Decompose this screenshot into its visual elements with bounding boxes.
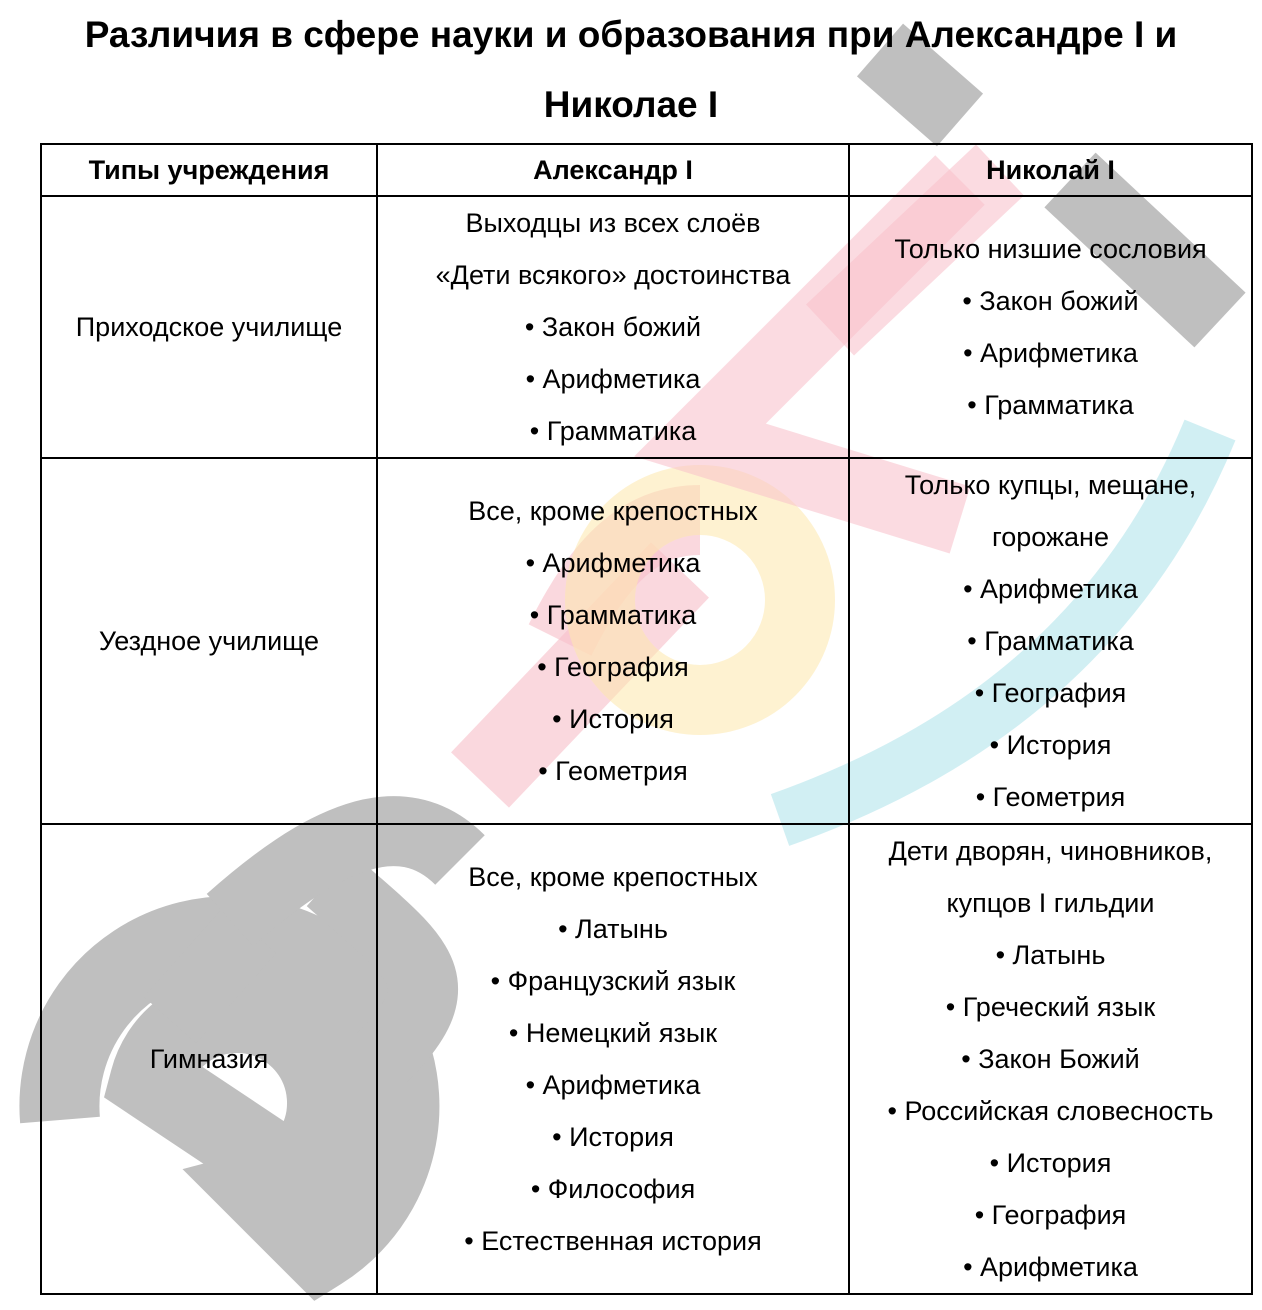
cell-line: • Грамматика [967, 390, 1134, 420]
table-header-row [41, 144, 1252, 196]
cell-line: • История [552, 704, 674, 734]
nikolai-cell [849, 824, 1252, 1294]
cell-line: • Арифметика [525, 364, 701, 394]
header-nikolai: Николай I [849, 144, 1252, 196]
cell-line: горожане [991, 522, 1109, 552]
cell-line: • Грамматика [967, 626, 1134, 656]
table-row [41, 458, 1252, 824]
cell-line: «Дети всякого» достоинства [435, 260, 791, 290]
page-title [0, 0, 1262, 140]
institution-type-cell: Приходское училище [41, 196, 377, 458]
cell-line: • История [989, 730, 1112, 760]
cell-line: Все, кроме крепостных [468, 862, 758, 892]
alexander-cell [377, 458, 849, 824]
header-alexander: Александр I [377, 144, 849, 196]
cell-line: • Закон божий [524, 312, 702, 342]
nikolai-cell [849, 458, 1252, 824]
cell-line: • Арифметика [963, 1252, 1138, 1282]
cell-line: Все, кроме крепостных [468, 496, 758, 526]
cell-line: • Геометрия [538, 756, 688, 786]
cell-line: • Арифметика [525, 548, 701, 578]
cell-line: • Французский язык [490, 966, 736, 996]
table-row [41, 824, 1252, 1294]
cell-line: Только низшие сословия [894, 234, 1207, 264]
cell-line: • История [989, 1148, 1112, 1178]
cell-line: • История [552, 1122, 674, 1152]
title-line-1: Различия в сфере науки и образования при Александре I и [84, 14, 1178, 55]
cell-line: • География [537, 652, 689, 682]
cell-line: Выходцы из всех слоёв [465, 208, 761, 238]
institution-type-cell: Гимназия [41, 824, 377, 1294]
alexander-cell [377, 824, 849, 1294]
cell-line: • Арифметика [525, 1070, 701, 1100]
cell-line: • Философия [530, 1174, 696, 1204]
nikolai-cell [849, 196, 1252, 458]
cell-line: • Латынь [995, 940, 1106, 970]
cell-line: • География [974, 678, 1127, 708]
cell-line: Дети дворян, чиновников, [888, 836, 1213, 866]
comparison-table [40, 143, 1253, 1295]
cell-line: • Грамматика [529, 416, 697, 446]
cell-line: • Закон божий [962, 286, 1139, 316]
cell-line: • Закон Божий [961, 1044, 1140, 1074]
cell-line: • Греческий язык [945, 992, 1156, 1022]
cell-line: • Латынь [558, 914, 668, 944]
cell-line: • Арифметика [963, 574, 1138, 604]
header-institution-type: Типы учреждения [41, 144, 377, 196]
cell-line: • Естественная история [464, 1226, 762, 1256]
alexander-cell [377, 196, 849, 458]
table-row [41, 196, 1252, 458]
cell-line: • Российская словесность [887, 1096, 1214, 1126]
institution-type-cell: Уездное училище [41, 458, 377, 824]
cell-line: • Грамматика [529, 600, 697, 630]
cell-line: купцов I гильдии [946, 888, 1155, 918]
cell-line: • Немецкий язык [508, 1018, 718, 1048]
cell-line: • Геометрия [975, 782, 1126, 812]
title-line-2: Николае I [543, 84, 719, 125]
cell-line: Только купцы, мещане, [904, 470, 1197, 500]
cell-line: • Арифметика [963, 338, 1138, 368]
cell-line: • География [974, 1200, 1127, 1230]
